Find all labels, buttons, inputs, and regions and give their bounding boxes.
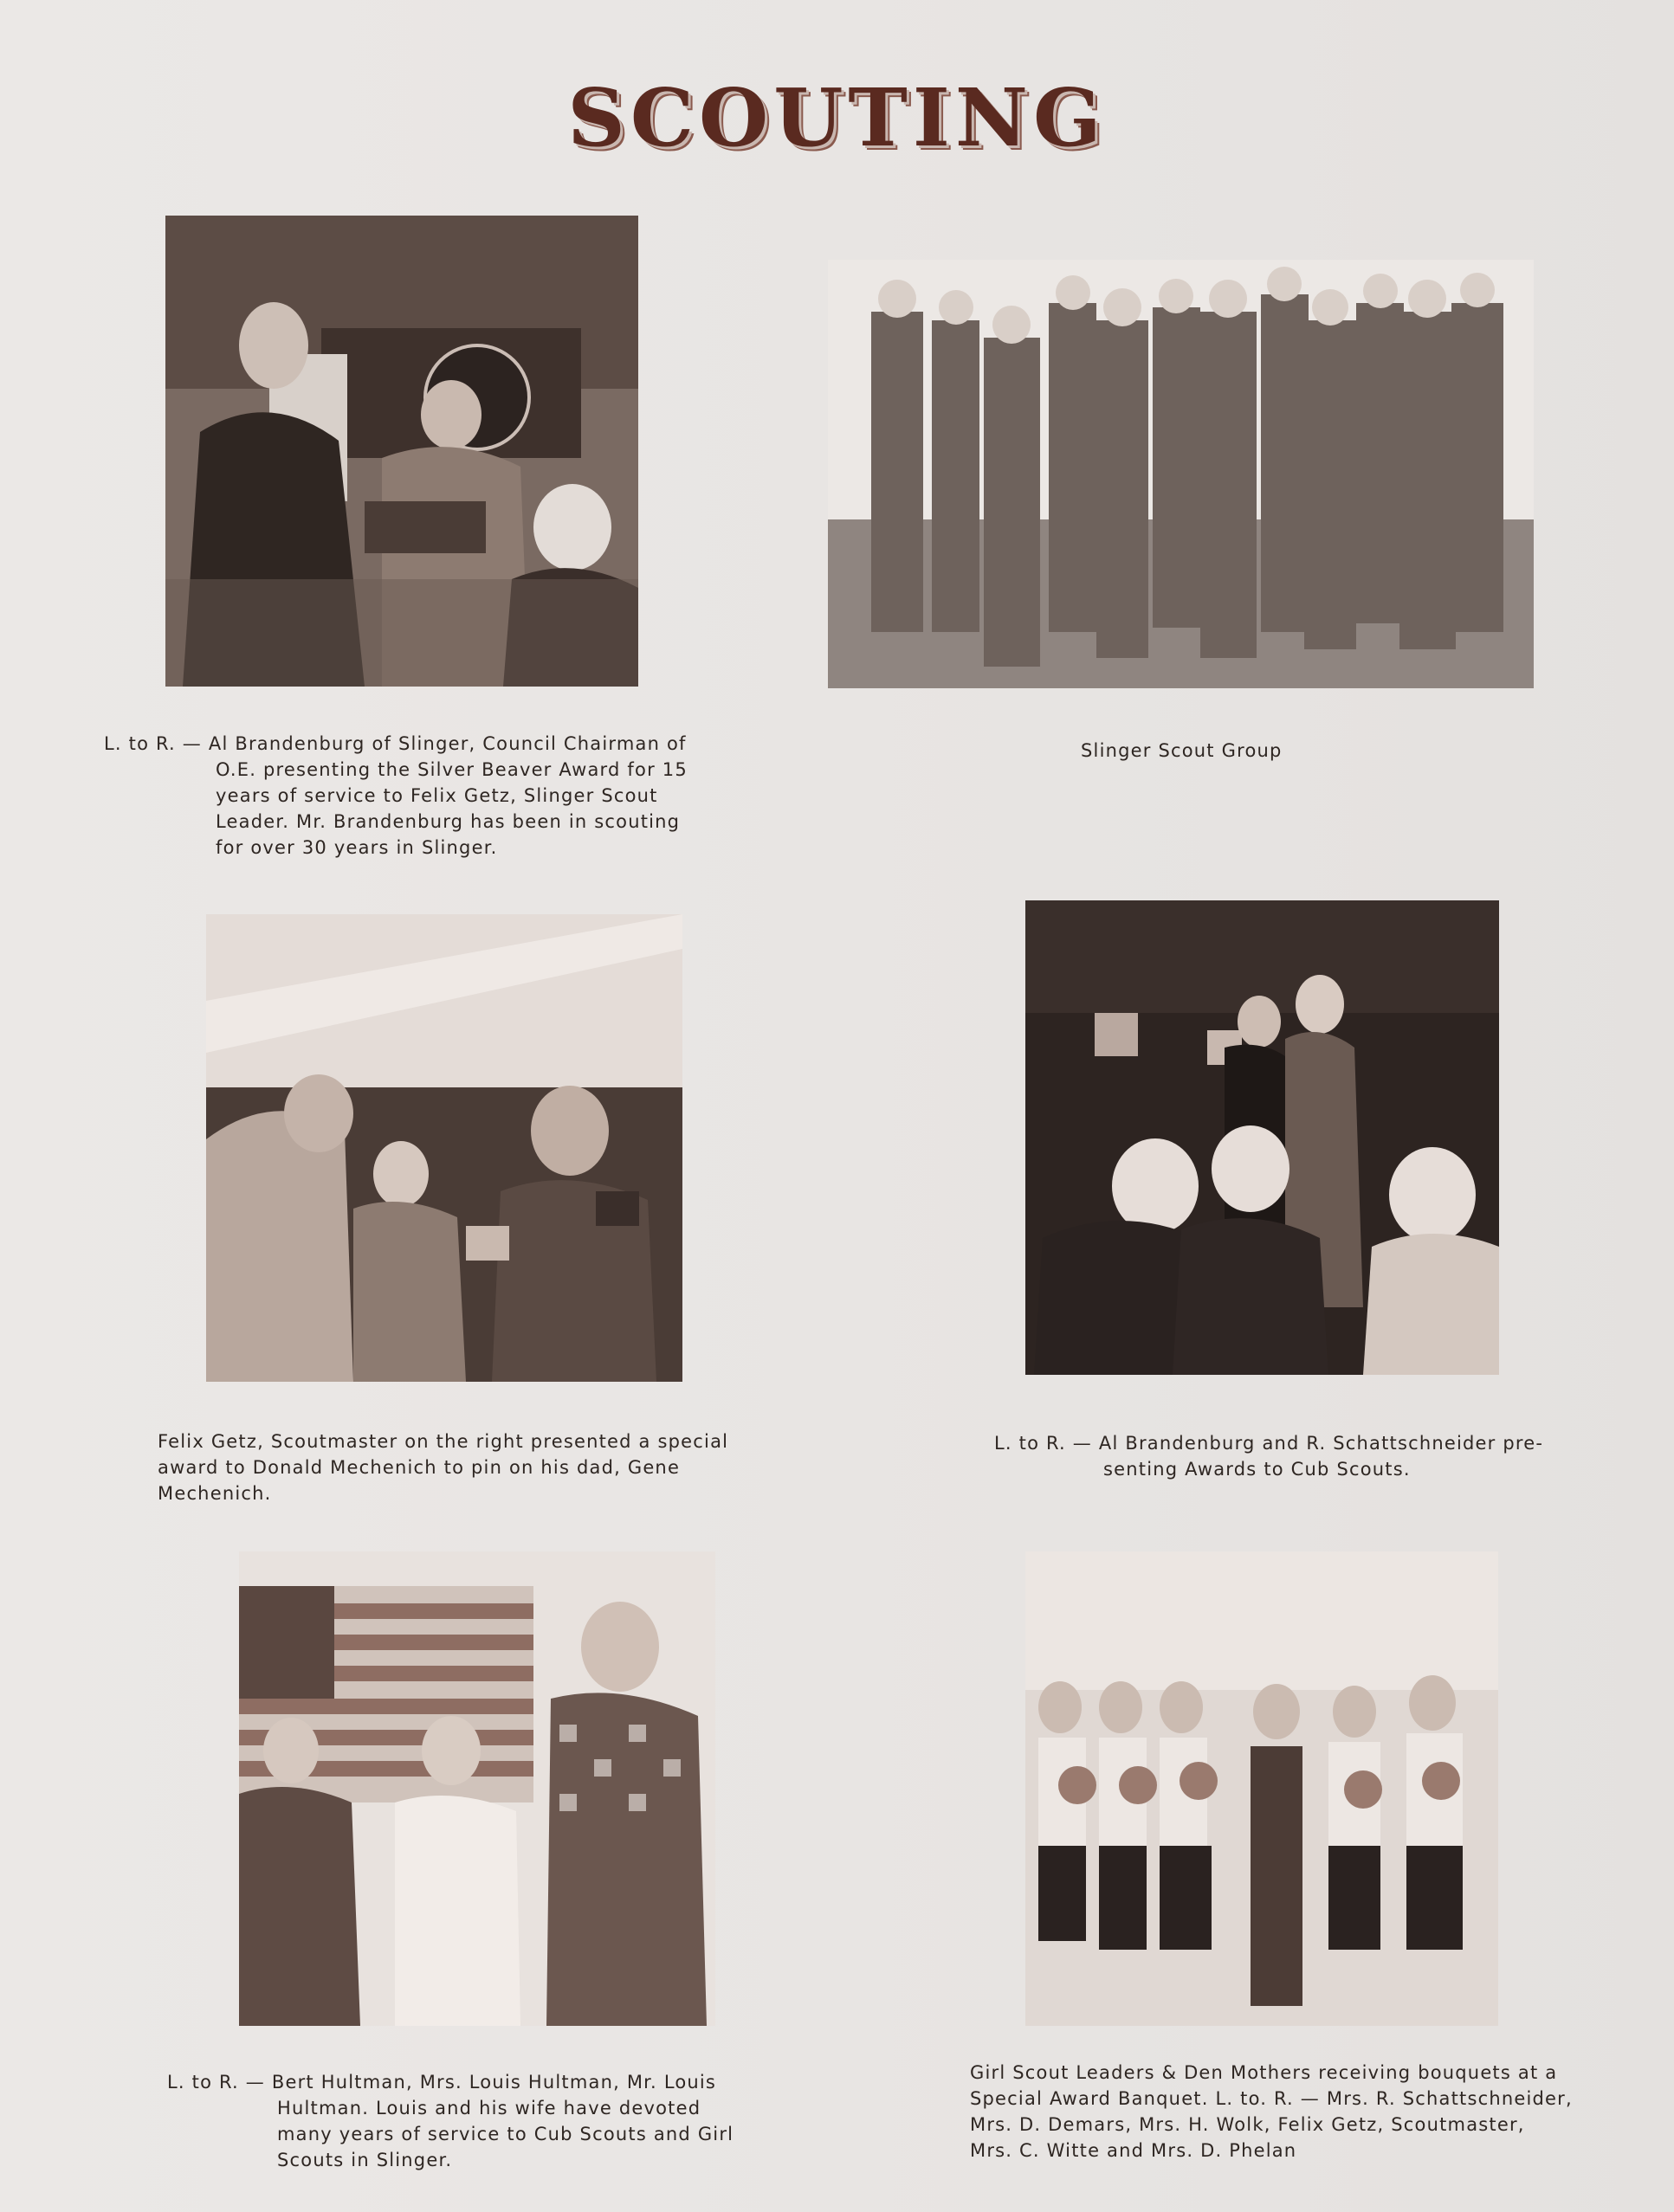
- caption-hultman-family: [167, 2069, 734, 2173]
- caption-line: award to Donald Mechenich to pin on his dad, Gene: [158, 1457, 681, 1478]
- photo-special-award-mechenich: [206, 914, 682, 1382]
- caption-line: Mechenich.: [158, 1483, 272, 1504]
- photo-hultman-family: [239, 1551, 715, 2026]
- caption-line: many years of service to Cub Scouts and Girl: [277, 2124, 734, 2144]
- caption-girl-scout-leaders: [970, 2060, 1573, 2164]
- caption-line: Mrs. D. Demars, Mrs. H. Wolk, Felix Getz, Scoutmaster,: [970, 2114, 1525, 2135]
- caption-line: Scouts in Slinger.: [277, 2150, 453, 2170]
- caption-line: Mrs. C. Witte and Mrs. D. Phelan: [970, 2140, 1297, 2161]
- caption-line: L. to R. — Al Brandenburg and R. Schattschneider pre-: [994, 1433, 1544, 1454]
- caption-line: L. to R. — Al Brandenburg of Slinger, Council Chairman of: [104, 733, 687, 754]
- caption-line: O.E. presenting the Silver Beaver Award for 15: [216, 759, 688, 780]
- caption-line: Slinger Scout Group: [1081, 740, 1283, 761]
- caption-line: L. to R. — Bert Hultman, Mrs. Louis Hultman, Mr. Louis: [167, 2072, 717, 2093]
- caption-cub-scout-awards: [994, 1430, 1543, 1482]
- photo-cub-scout-awards: [1025, 900, 1499, 1375]
- caption-line: Girl Scout Leaders & Den Mothers receiving bouquets at a: [970, 2062, 1558, 2083]
- caption-line: Felix Getz, Scoutmaster on the right presented a special: [158, 1431, 729, 1452]
- caption-silver-beaver-award: [104, 731, 688, 861]
- photo-slinger-scout-group: [828, 260, 1534, 688]
- photo-girl-scout-leaders: [1025, 1551, 1498, 2026]
- caption-line: senting Awards to Cub Scouts.: [1103, 1459, 1411, 1480]
- caption-line: Leader. Mr. Brandenburg has been in scouting: [216, 811, 681, 832]
- caption-slinger-scout-group: [1081, 738, 1283, 764]
- page-title: SCOUTING: [567, 71, 1107, 164]
- photo-silver-beaver-award: [165, 216, 638, 687]
- caption-line: Special Award Banquet. L. to. R. — Mrs. R. Schattschneider,: [970, 2088, 1573, 2109]
- caption-special-award-mechenich: [158, 1428, 728, 1506]
- caption-line: for over 30 years in Slinger.: [216, 837, 498, 858]
- caption-line: Hultman. Louis and his wife have devoted: [277, 2098, 701, 2118]
- caption-line: years of service to Felix Getz, Slinger Scout: [216, 785, 658, 806]
